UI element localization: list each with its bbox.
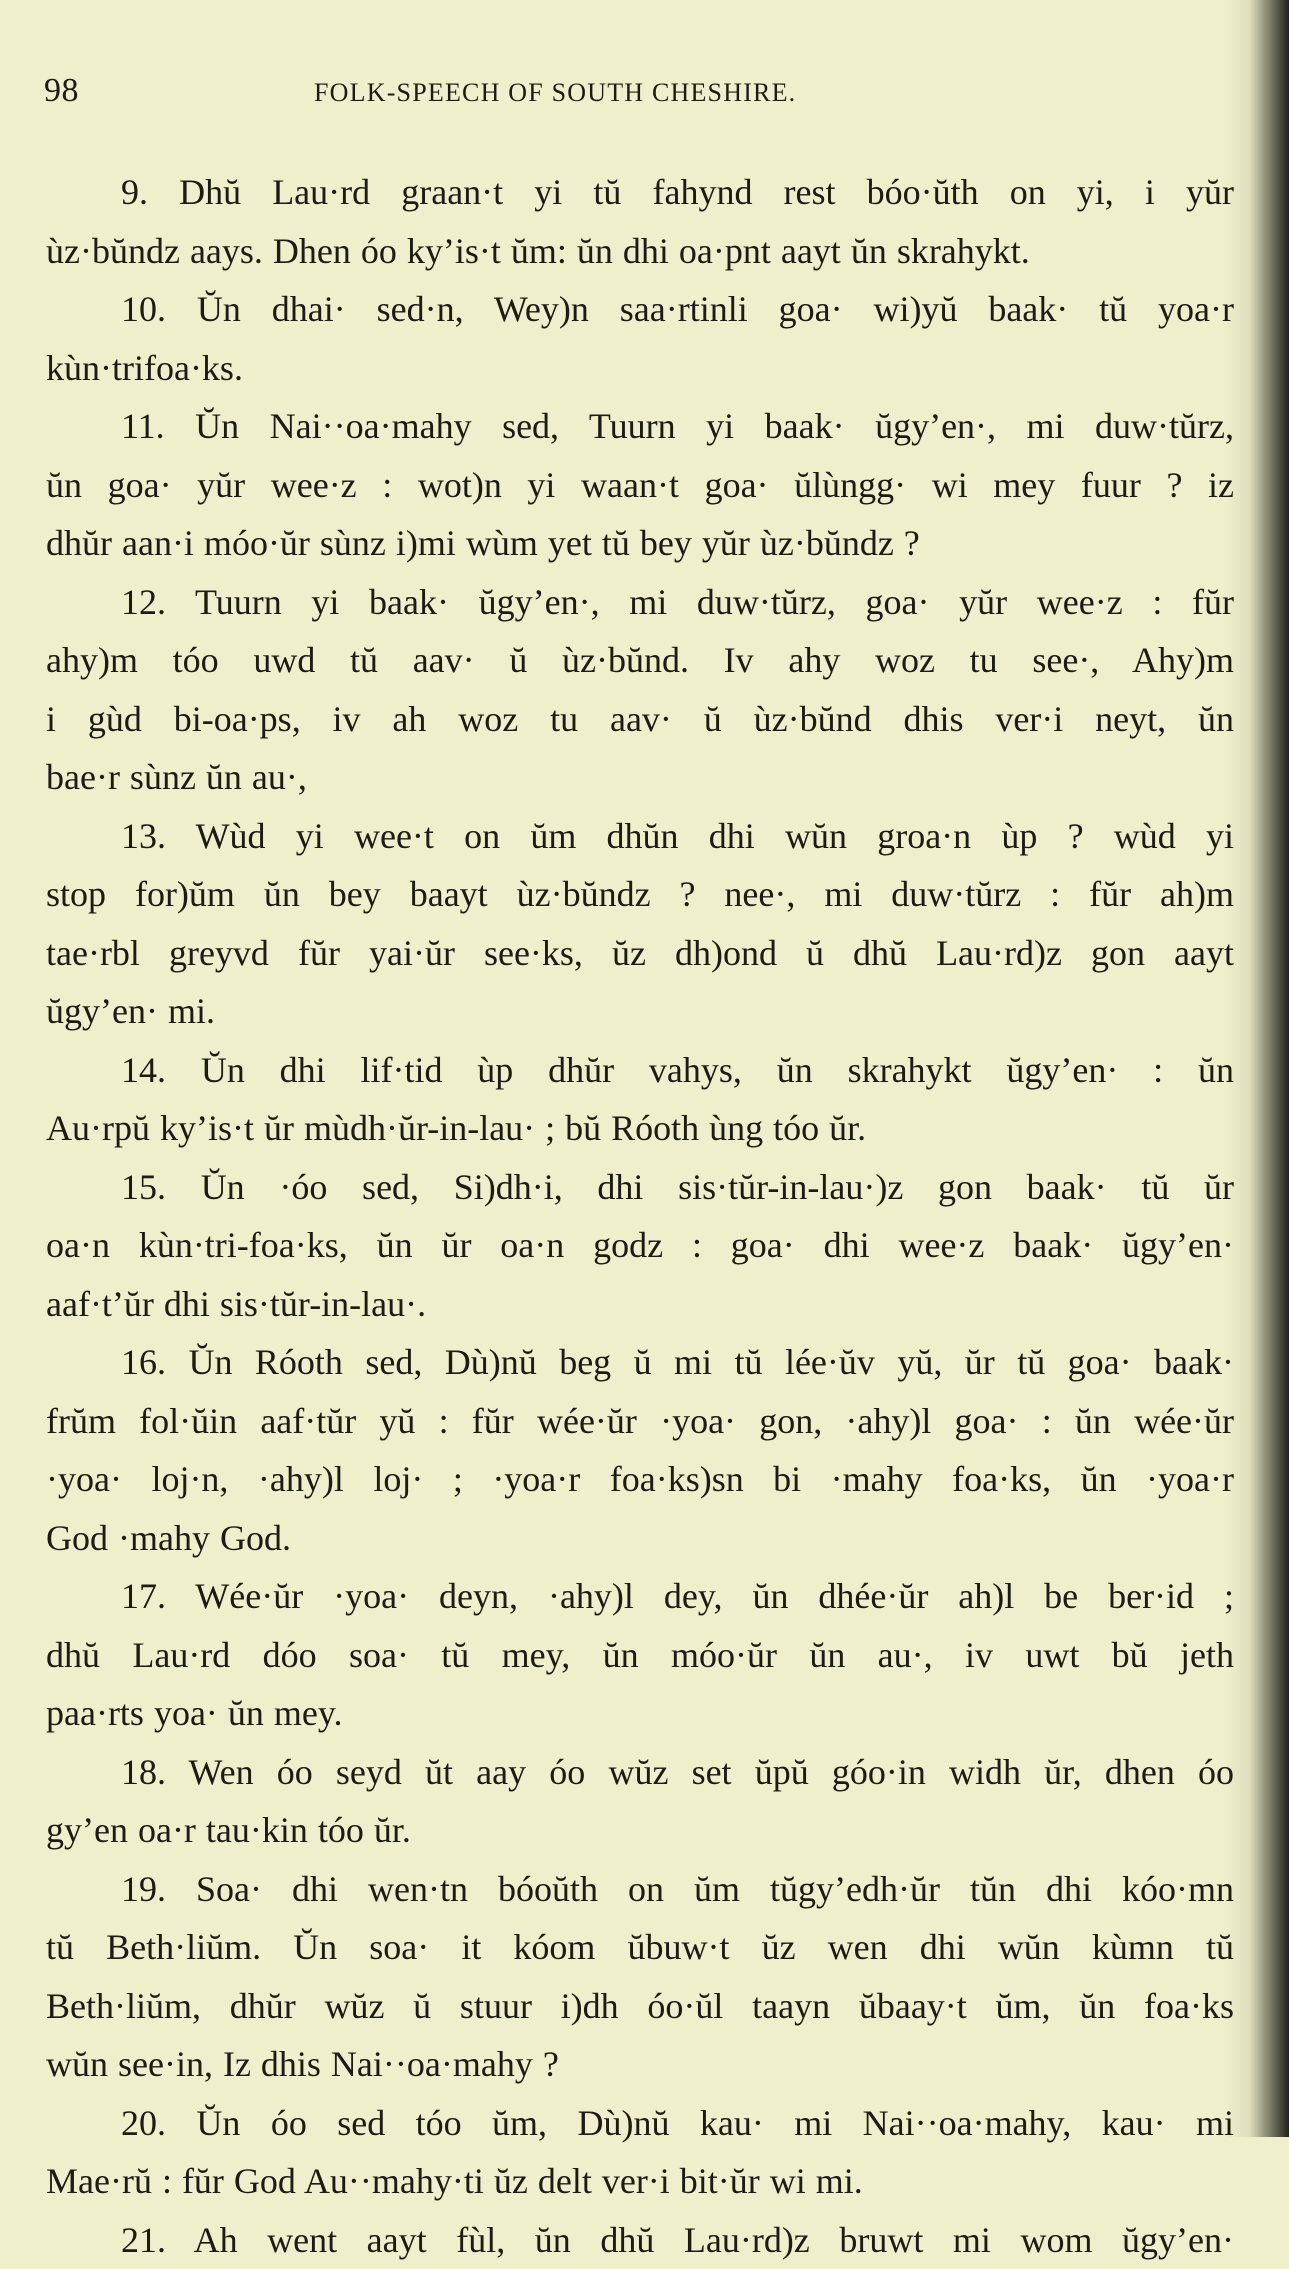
text-line: oa·n kùn·tri-foa·ks, ŭn ŭr oa·n godz : goa· dhi wee·z baak· ŭgy’en· — [46, 1216, 1234, 1275]
text-line: tae·rbl greyvd fŭr yai·ŭr see·ks, ŭz dh)ond ŭ dhŭ Lau·rd)z gon aayt — [46, 924, 1234, 983]
text-line: 12. Tuurn yi baak· ŭgy’en·, mi duw·tŭrz, goa· yŭr wee·z : fŭr — [46, 573, 1234, 632]
text-line: paa·rts yoa· ŭn mey. — [46, 1684, 1234, 1743]
text-line: wŭn see·in, Iz dhis Nai··oa·mahy ? — [46, 2035, 1234, 2094]
text-line: stop for)ŭm ŭn bey baayt ùz·bŭndz ? nee·, mi duw·tŭrz : fŭr ah)m — [46, 865, 1234, 924]
text-line: 21. Ah went aayt fùl, ŭn dhŭ Lau·rd)z bruwt mi wom ŭgy’en· — [46, 2211, 1234, 2269]
text-line: 18. Wen óo seyd ŭt aay óo wŭz set ŭpŭ góo·in widh ŭr, dhen óo — [46, 1743, 1234, 1802]
text-line: Mae·rŭ : fŭr God Au··mahy·ti ŭz delt ver·i bit·ŭr wi mi. — [46, 2152, 1234, 2211]
text-line: 15. Ŭn ·óo sed, Si)dh·i, dhi sis·tŭr-in-lau·)z gon baak· tŭ ŭr — [46, 1158, 1234, 1217]
text-line: dhŭr aan·i móo·ŭr sùnz i)mi wùm yet tŭ bey yŭr ùz·bŭndz ? — [46, 514, 1234, 573]
page-body — [46, 163, 1234, 2269]
text-line: tŭ Beth·liŭm. Ŭn soa· it kóom ŭbuw·t ŭz wen dhi wŭn kùmn tŭ — [46, 1918, 1234, 1977]
text-line: ŭgy’en· mi. — [46, 982, 1234, 1041]
text-line: dhŭ Lau·rd dóo soa· tŭ mey, ŭn móo·ŭr ŭn au·, iv uwt bŭ jeth — [46, 1626, 1234, 1685]
text-line: Beth·liŭm, dhŭr wŭz ŭ stuur i)dh óo·ŭl taayn ŭbaay·t ŭm, ŭn foa·ks — [46, 1977, 1234, 2036]
text-line: 19. Soa· dhi wen·tn bóoŭth on ŭm tŭgy’edh·ŭr tŭn dhi kóo·mn — [46, 1860, 1234, 1919]
text-line: ·yoa· loj·n, ·ahy)l loj· ; ·yoa·r foa·ks)sn bi ·mahy foa·ks, ŭn ·yoa·r — [46, 1450, 1234, 1509]
page-header — [44, 72, 1224, 122]
text-line: frŭm fol·ŭin aaf·tŭr yŭ : fŭr wée·ŭr ·yoa· gon, ·ahy)l goa· : ŭn wée·ŭr — [46, 1392, 1234, 1451]
page-number: 98 — [44, 72, 79, 110]
text-line: 11. Ŭn Nai··oa·mahy sed, Tuurn yi baak· ŭgy’en·, mi duw·tŭrz, — [46, 397, 1234, 456]
text-line: kùn·trifoa·ks. — [46, 339, 1234, 398]
text-line: ŭn goa· yŭr wee·z : wot)n yi waan·t goa· ŭlùngg· wi mey fuur ? iz — [46, 456, 1234, 515]
text-line: God ·mahy God. — [46, 1509, 1234, 1568]
text-line: 9. Dhŭ Lau·rd graan·t yi tŭ fahynd rest bóo·ŭth on yi, i yŭr — [46, 163, 1234, 222]
text-line: 14. Ŭn dhi lif·tid ùp dhŭr vahys, ŭn skrahykt ŭgy’en· : ŭn — [46, 1041, 1234, 1100]
text-line: 13. Wùd yi wee·t on ŭm dhŭn dhi wŭn groa·n ùp ? wùd yi — [46, 807, 1234, 866]
text-line: ùz·bŭndz aays. Dhen óo ky’is·t ŭm: ŭn dhi oa·pnt aayt ŭn skrahykt. — [46, 222, 1234, 281]
text-line: gy’en oa·r tau·kin tóo ŭr. — [46, 1801, 1234, 1860]
text-line: 10. Ŭn dhai· sed·n, Wey)n saa·rtinli goa· wi)yŭ baak· tŭ yoa·r — [46, 280, 1234, 339]
text-line: Au·rpŭ ky’is·t ŭr mùdh·ŭr-in-lau· ; bŭ Róoth ùng tóo ŭr. — [46, 1099, 1234, 1158]
text-line: 20. Ŭn óo sed tóo ŭm, Dù)nŭ kau· mi Nai··oa·mahy, kau· mi — [46, 2094, 1234, 2153]
text-line: bae·r sùnz ŭn au·, — [46, 748, 1234, 807]
running-head: FOLK-SPEECH OF SOUTH CHESHIRE. — [314, 78, 796, 108]
text-line: i gùd bi-oa·ps, iv ah woz tu aav· ŭ ùz·bŭnd dhis ver·i neyt, ŭn — [46, 690, 1234, 749]
text-line: 17. Wée·ŭr ·yoa· deyn, ·ahy)l dey, ŭn dhée·ŭr ah)l be ber·id ; — [46, 1567, 1234, 1626]
text-line: ahy)m tóo uwd tŭ aav· ŭ ùz·bŭnd. Iv ahy woz tu see·, Ahy)m — [46, 631, 1234, 690]
text-line: aaf·t’ŭr dhi sis·tŭr-in-lau·. — [46, 1275, 1234, 1334]
text-line: 16. Ŭn Róoth sed, Dù)nŭ beg ŭ mi tŭ lée·ŭv yŭ, ŭr tŭ goa· baak· — [46, 1333, 1234, 1392]
